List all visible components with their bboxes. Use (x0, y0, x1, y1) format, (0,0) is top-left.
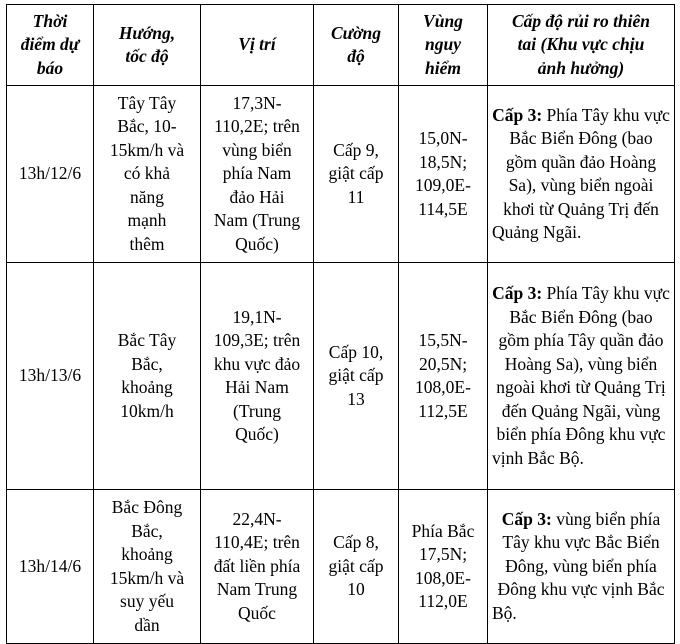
cell-direction: Tây Tây Bắc, 10- 15km/h và có khả năng mạnh thêm (94, 86, 201, 263)
cell-risk-level (488, 490, 675, 644)
cell-intensity: Cấp 8, giật cấp 10 (314, 490, 399, 644)
cell-intensity: Cấp 10, giật cấp 13 (314, 263, 399, 490)
header-risk-level: Cấp độ rủi ro thiên tai (Khu vực chịu ảnh hưởng) (488, 5, 675, 86)
risk-level-label: Cấp 3: (501, 508, 552, 529)
risk-level-label: Cấp 3: (492, 283, 543, 303)
cell-danger-zone: 15,5N- 20,5N; 108,0E- 112,5E (399, 263, 488, 490)
risk-description: Phía Tây khu vực Bắc Biển Đông (bao gồm phía Tây quần đảo Hoàng Sa), vùng biển ngoài khơi từ Quảng Trị đến Quảng Ngãi, vùng biển phía Đông khu vực vịnh Bắc Bộ. (492, 283, 670, 468)
cell-risk-level (488, 263, 675, 490)
table-row (7, 263, 675, 490)
risk-description: Phía Tây khu vực Bắc Biển Đông (bao gồm quần đảo Hoàng Sa), vùng biển ngoài khơi từ Quảng Trị đến Quảng Ngãi. (492, 104, 670, 242)
table-row (7, 86, 675, 263)
cell-risk-level (488, 86, 675, 263)
cell-intensity: Cấp 9, giật cấp 11 (314, 86, 399, 263)
cell-direction: Bắc Tây Bắc, khoảng 10km/h (94, 263, 201, 490)
table-row (7, 490, 675, 644)
cell-position: 22,4N- 110,4E; trên đất liền phía Nam Trung Quốc (201, 490, 314, 644)
risk-description: vùng biển phía Tây khu vực Bắc Biển Đông, vùng biển phía Đông khu vực vịnh Bắc Bộ. (492, 508, 665, 623)
header-row (7, 5, 675, 86)
header-position: Vị trí (201, 5, 314, 86)
header-intensity: Cường độ (314, 5, 399, 86)
cell-danger-zone: 15,0N- 18,5N; 109,0E- 114,5E (399, 86, 488, 263)
header-time: Thời điểm dự báo (7, 5, 94, 86)
cell-position: 19,1N- 109,3E; trên khu vực đảo Hải Nam (Trung Quốc) (201, 263, 314, 490)
cell-time: 13h/13/6 (7, 263, 94, 490)
header-danger-zone: Vùng nguy hiểm (399, 5, 488, 86)
cell-danger-zone: Phía Bắc 17,5N; 108,0E- 112,0E (399, 490, 488, 644)
header-direction: Hướng, tốc độ (94, 5, 201, 86)
storm-forecast-table (6, 4, 675, 644)
cell-time: 13h/12/6 (7, 86, 94, 263)
cell-position: 17,3N- 110,2E; trên vùng biển phía Nam đảo Hải Nam (Trung Quốc) (201, 86, 314, 263)
risk-level-label: Cấp 3: (492, 104, 543, 125)
cell-time: 13h/14/6 (7, 490, 94, 644)
cell-direction: Bắc Đông Bắc, khoảng 15km/h và suy yếu dần (94, 490, 201, 644)
